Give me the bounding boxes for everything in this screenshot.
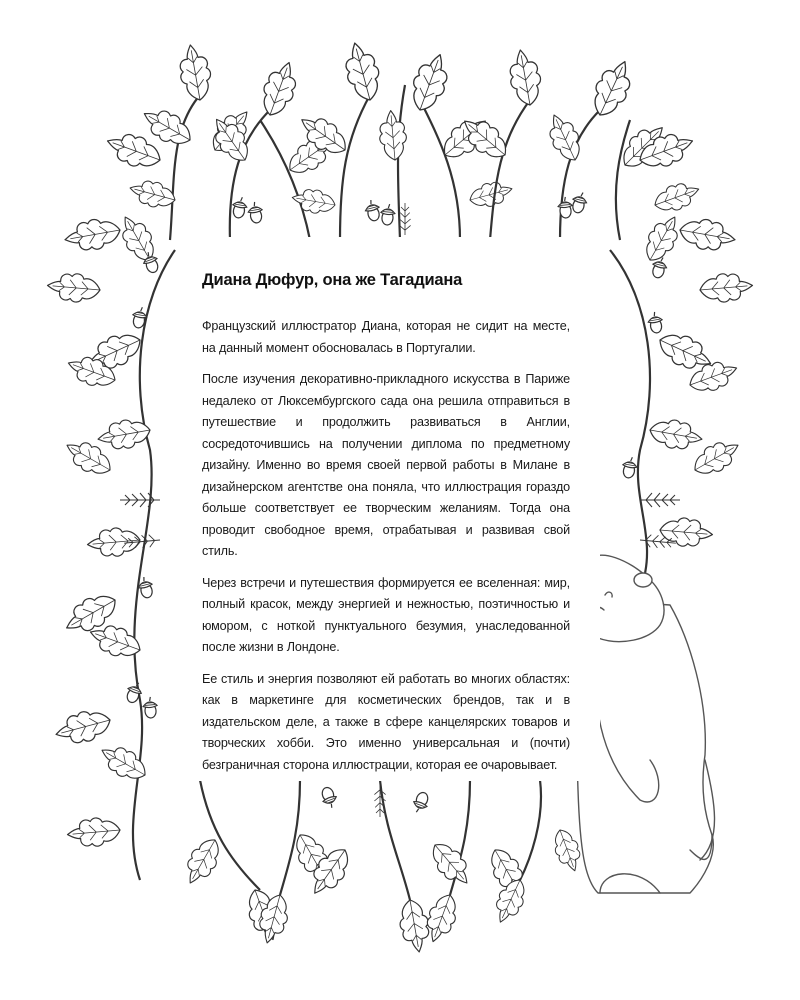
paragraph: Через встречи и путешествия формируется ее вселенная: мир, полный красок, между энергией и нежностью, поэтичностью и юмором, с ноткой пунктуального безумия, унаследованной после жизни в Лондоне. [202, 575, 570, 654]
bottom-oak-branches [179, 780, 586, 954]
left-oak-branches [46, 127, 175, 880]
paragraph: Французский иллюстратор Диана, которая не сидит на месте, на данный момент обосновалась в Португалии. [202, 319, 570, 355]
paragraph: Ее стиль и энергия позволяют ей работать во многих областях: как в маркетинге для косметических брендов, так и в издательском деле, а также в сфере канцелярских товаров и творческих хобби. Это именно универсальная и (почти) безграничная сторона иллюстрации, которая ее очаровывает. [202, 671, 570, 772]
text-panel [176, 237, 600, 781]
top-oak-branches [127, 39, 703, 240]
page-title: Диана Дюфур, она же Тагадиана [202, 271, 463, 289]
paragraph: После изучения декоративно-прикладного искусства в Париже недалеко от Люксембургского сада она решила отправиться в путешествие и продолжить развиваться в Англии, сосредоточившись на получении диплома по предметному дизайну. Именно во время своей первой работы в Милане в дизайнерском агентстве она поняла, что иллюстрация гораздо больше соответствует ее творческим желаниям. Тогда она проводит свободное время, отрабатывая и развивая свой стиль. [202, 372, 570, 558]
